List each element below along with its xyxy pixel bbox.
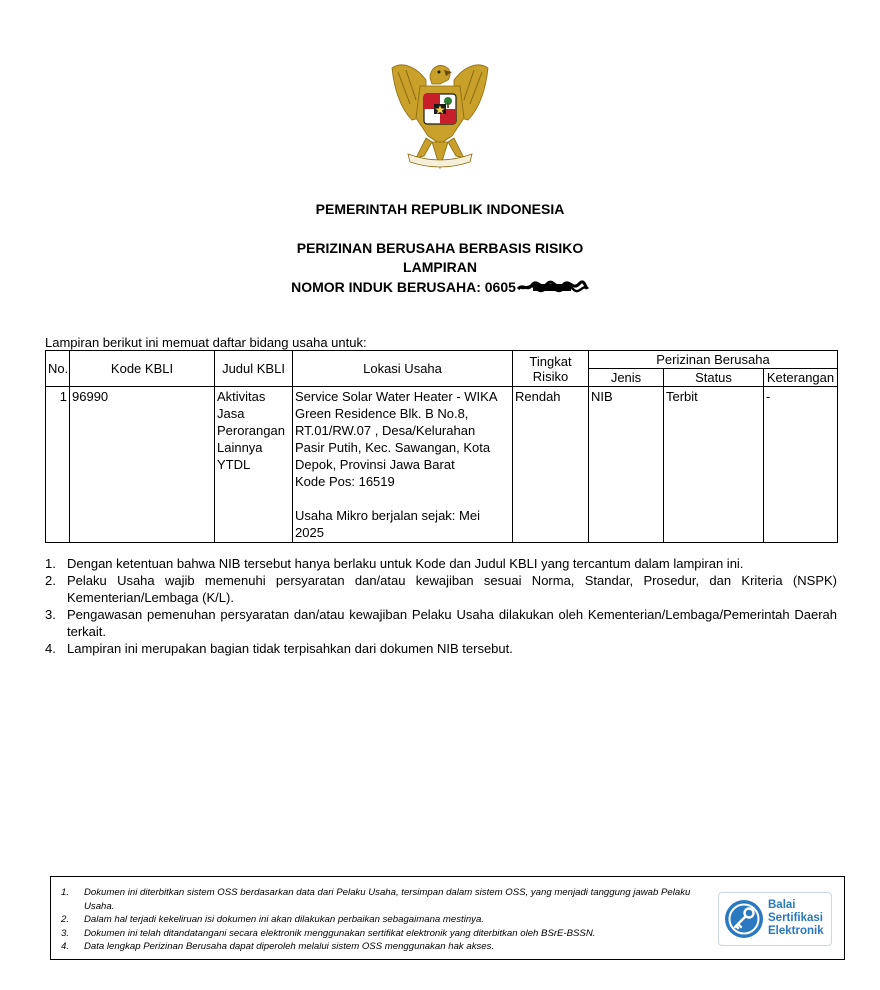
bsre-logo	[718, 892, 832, 946]
list-item	[45, 572, 837, 606]
nib-line	[0, 279, 880, 295]
cell-jenis: NIB	[589, 387, 664, 543]
list-item	[61, 886, 711, 913]
header-jenis: Jenis	[589, 369, 664, 387]
kbli-table	[45, 350, 838, 543]
government-heading: PEMERINTAH REPUBLIK INDONESIA	[315, 201, 565, 217]
bsre-wordmark	[768, 899, 824, 938]
list-number: 2.	[61, 914, 70, 926]
disclaimer-box	[50, 876, 845, 960]
judul-line: YTDL	[217, 457, 251, 472]
list-text: Dokumen ini telah ditandatangani secara elektronik menggunakan sertifikat elektronik yang diterbitkan oleh BSrE-BSSN.	[84, 927, 596, 939]
header-judul-kbli: Judul KBLI	[215, 351, 293, 387]
disclaimer-list	[61, 886, 711, 954]
list-text: Dalam hal terjadi kekeliruan isi dokumen ini akan dilakukan perbaikan sebagaimana mestinya.	[84, 914, 484, 926]
lokasi-line: Depok, Provinsi Jawa Barat	[295, 457, 455, 472]
list-number: 1.	[45, 556, 56, 571]
cell-status: Terbit	[664, 387, 764, 543]
bsre-line: Balai	[768, 899, 796, 911]
lokasi-spacer	[295, 490, 510, 507]
cell-kode-kbli: 96990	[70, 387, 215, 543]
intro-text: Lampiran berikut ini memuat daftar bidang usaha untuk:	[45, 335, 367, 350]
document-title: PERIZINAN BERUSAHA BERBASIS RISIKO	[296, 240, 584, 256]
list-number: 2.	[45, 573, 56, 588]
list-item	[45, 640, 837, 657]
lokasi-line: Usaha Mikro berjalan sejak: Mei	[295, 508, 480, 523]
list-item	[61, 940, 711, 954]
header-lokasi-usaha: Lokasi Usaha	[293, 351, 513, 387]
list-number: 4.	[61, 941, 70, 953]
cell-tingkat-risiko: Rendah	[513, 387, 589, 543]
list-text: Data lengkap Perizinan Berusaha dapat diperoleh melalui sistem OSS menggunakan hak akses.	[84, 941, 495, 953]
garuda-pancasila-emblem	[386, 58, 494, 178]
cell-keterangan: -	[764, 387, 838, 543]
nib-label: NOMOR INDUK BERUSAHA: 0605	[291, 279, 516, 295]
list-text: Pengawasan pemenuhan persyaratan dan/atau kewajiban Pelaku Usaha dilakukan oleh Kementerian/Lembaga/Pemerintah Daerah terkait.	[67, 607, 837, 639]
list-item	[61, 927, 711, 941]
judul-line: Jasa	[217, 406, 245, 421]
list-text: Lampiran ini merupakan bagian tidak terpisahkan dari dokumen NIB tersebut.	[67, 641, 513, 656]
lokasi-line: Kode Pos: 16519	[295, 474, 395, 489]
bsre-line: Sertifikasi	[768, 912, 823, 924]
header-keterangan: Keterangan	[764, 369, 838, 387]
provision-list	[45, 555, 837, 657]
lokasi-line: 2025	[295, 525, 324, 540]
list-number: 4.	[45, 641, 56, 656]
judul-line: Perorangan	[217, 423, 285, 438]
list-text: Dokumen ini diterbitkan sistem OSS berdasarkan data dari Pelaku Usaha, tersimpan dalam sistem OSS, yang menjadi tanggung jawab Pelaku Usaha.	[84, 887, 691, 912]
header-tingkat-risiko: Tingkat Risiko	[513, 351, 589, 387]
list-text: Dengan ketentuan bahwa NIB tersebut hanya berlaku untuk Kode dan Judul KBLI yang tercantum dalam lampiran ini.	[67, 556, 744, 571]
cell-lokasi-usaha	[293, 387, 513, 543]
list-number: 1.	[61, 887, 70, 898]
lokasi-line: Green Residence Blk. B No.8,	[295, 406, 469, 421]
lokasi-line: Pasir Putih, Kec. Sawangan, Kota	[295, 440, 491, 455]
lokasi-line: Service Solar Water Heater - WIKA	[295, 389, 498, 404]
cell-no: 1	[46, 387, 70, 543]
document-subtitle: LAMPIRAN	[403, 259, 477, 275]
lokasi-line: RT.01/RW.07 , Desa/Kelurahan	[295, 423, 476, 438]
bsre-line: Elektronik	[768, 925, 824, 937]
judul-line: Aktivitas	[217, 389, 266, 404]
list-item	[45, 606, 837, 640]
redacted-nib-scribble	[517, 280, 589, 294]
list-item	[45, 555, 837, 572]
list-item	[61, 913, 711, 927]
table-row	[46, 387, 838, 543]
list-number: 3.	[45, 607, 56, 622]
header-no: No.	[46, 351, 70, 387]
list-text: Pelaku Usaha wajib memenuhi persyaratan dan/atau kewajiban sesuai Norma, Standar, Prosedur, dan Kriteria (NSPK) Kementerian/Lembaga (K/L).	[67, 573, 837, 605]
header-perizinan-berusaha: Perizinan Berusaha	[589, 351, 838, 369]
header-status: Status	[664, 369, 764, 387]
header-kode-kbli: Kode KBLI	[70, 351, 215, 387]
cell-judul-kbli	[215, 387, 293, 543]
list-number: 3.	[61, 927, 70, 939]
bsre-certificate-icon	[723, 898, 765, 940]
judul-line: Lainnya	[217, 440, 263, 455]
